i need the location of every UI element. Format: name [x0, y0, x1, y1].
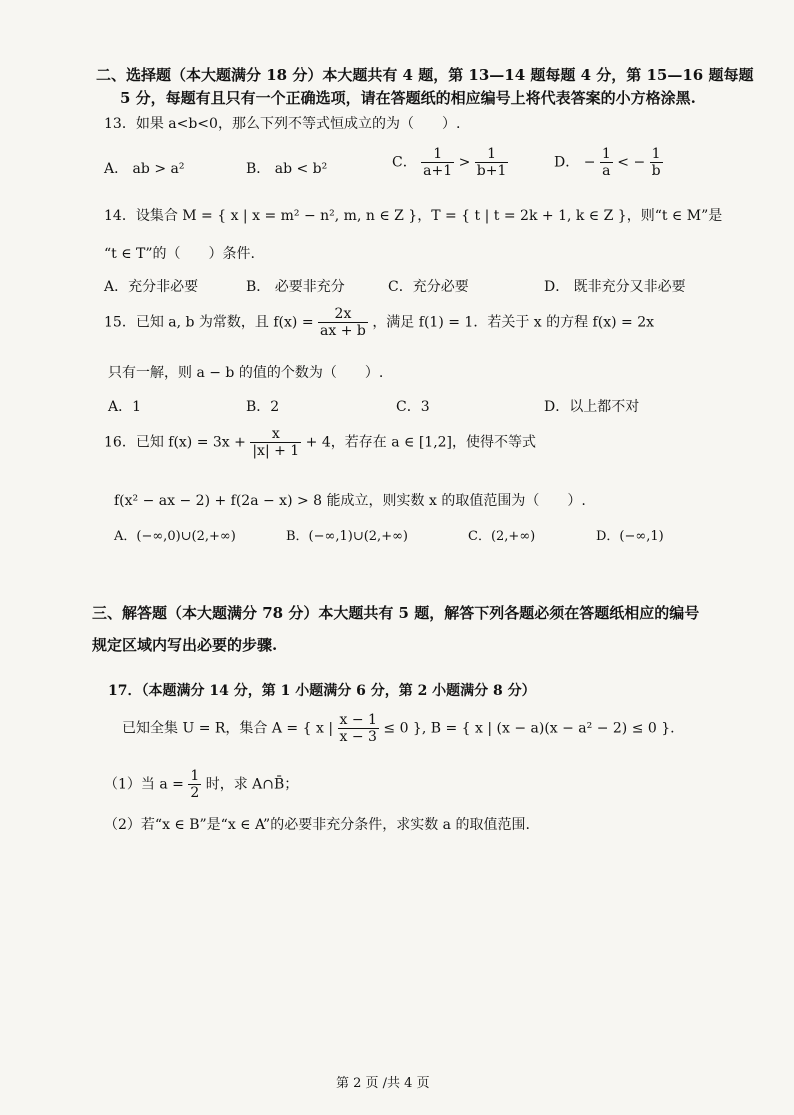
q13-option-b: B． ab < b²	[246, 161, 328, 177]
q14-line2: “t ∈ T”的（ ）条件.	[104, 246, 255, 262]
q13-option-c-label: C．	[392, 154, 417, 171]
q13-option-d-left-fraction: $\frac{1}{a}$	[601, 146, 611, 180]
section3-heading-line1: 三、解答题（本大题满分 78 分）本大题共有 5 题，解答下列各题必须在答题纸相应的编号	[92, 604, 700, 622]
q13-stem: 13．如果 a<b<0，那么下列不等式恒成立的为（ ）.	[104, 116, 461, 132]
q16-line2: f(x² − ax − 2) + f(2a − x) > 8 能成立，则实数 x 的取值范围为（ ）.	[114, 493, 586, 509]
q15-option-d: D．以上都不对	[544, 399, 640, 415]
q14-option-c: C．充分必要	[388, 279, 469, 295]
q17-part1: （1）当 a = $\frac{1}{2}$ 时，求 A∩B̄；	[104, 768, 299, 802]
q17-set-definitions: ≤ 0 }, B = { x | (x − a)(x − a² − 2) ≤ 0 }.	[383, 720, 675, 737]
q16-option-b: B．(−∞,1)∪(2,+∞)	[286, 529, 408, 544]
q15-option-c: C．3	[396, 399, 430, 415]
q17-set-a-open: { x |	[302, 720, 334, 737]
q14-option-a: A．充分非必要	[104, 279, 199, 295]
q14-line1: 14．设集合 M = { x | x = m² − n², m, n ∈ Z }，T = { t | t = 2k + 1, k ∈ Z }，则“t ∈ M”是	[104, 208, 723, 224]
q13-option-a: A． ab > a²	[104, 161, 185, 177]
q14-option-b: B． 必要非充分	[246, 279, 345, 295]
q15-option-b: B．2	[246, 399, 280, 415]
q13-option-c-right-fraction: $\frac{1}{b+1}$	[476, 146, 507, 180]
q13-option-d: D． − $\frac{1}{a}$ < − $\frac{1}{b}$	[554, 146, 661, 180]
q13-option-d-right-fraction: $\frac{1}{b}$	[651, 146, 661, 180]
q17-given: 已知全集 U = R，集合 A = { x | $\frac{x - 1}{x - 3}$ ≤ 0 }, B = { x | (x − a)(x − a² − 2) ≤ 0 }.	[122, 712, 675, 746]
q16-option-a: A．(−∞,0)∪(2,+∞)	[114, 529, 236, 544]
section3-heading-line2: 规定区域内写出必要的步骤.	[92, 636, 278, 654]
page-number-footer: 第 2 页 /共 4 页	[336, 1076, 430, 1091]
q16-line1: 16．已知 f(x) = 3x + $\frac{x}{|x| + 1}$ + 4，若存在 a ∈ [1,2]，使得不等式	[104, 426, 537, 460]
q15-option-a: A．1	[108, 399, 142, 415]
q16-function-fraction: $\frac{x}{|x| + 1}$	[252, 426, 300, 460]
q16-option-d: D．(−∞,1)	[596, 529, 664, 544]
q17-title: 17．（本题满分 14 分，第 1 小题满分 6 分，第 2 小题满分 8 分）	[108, 683, 536, 699]
q16-option-c: C．(2,+∞)	[468, 529, 536, 544]
q13-option-d-label: D．	[554, 154, 580, 171]
q15-line2: 只有一解，则 a − b 的值的个数为（ ）.	[108, 365, 384, 381]
q17-set-a-fraction: $\frac{x - 1}{x - 3}$	[339, 712, 377, 746]
q13-option-c-left-fraction: $\frac{1}{a+1}$	[423, 146, 453, 180]
q13-option-c: C． $\frac{1}{a+1}$ > $\frac{1}{b+1}$	[392, 146, 507, 180]
q15-function-fraction: $\frac{2x}{ax + b}$	[320, 306, 366, 340]
section2-heading-line2: 5 分，每题有且只有一个正确选项，请在答题纸的相应编号上将代表答案的小方格涂黑.	[120, 89, 696, 107]
q17-part2: （2）若“x ∈ B”是“x ∈ A”的必要非充分条件，求实数 a 的取值范围.	[104, 817, 530, 833]
q15-line1: 15．已知 a, b 为常数，且 f(x) = $\frac{2x}{ax + b}$ ，满足 f(1) = 1．若关于 x 的方程 f(x) = 2x	[104, 306, 654, 340]
section2-heading-line1: 二、选择题（本大题满分 18 分）本大题共有 4 题，第 13—14 题每题 4 分，第 15—16 题每题	[96, 66, 754, 84]
q14-option-d: D． 既非充分又非必要	[544, 279, 686, 295]
q17-part1-fraction: $\frac{1}{2}$	[190, 768, 200, 802]
